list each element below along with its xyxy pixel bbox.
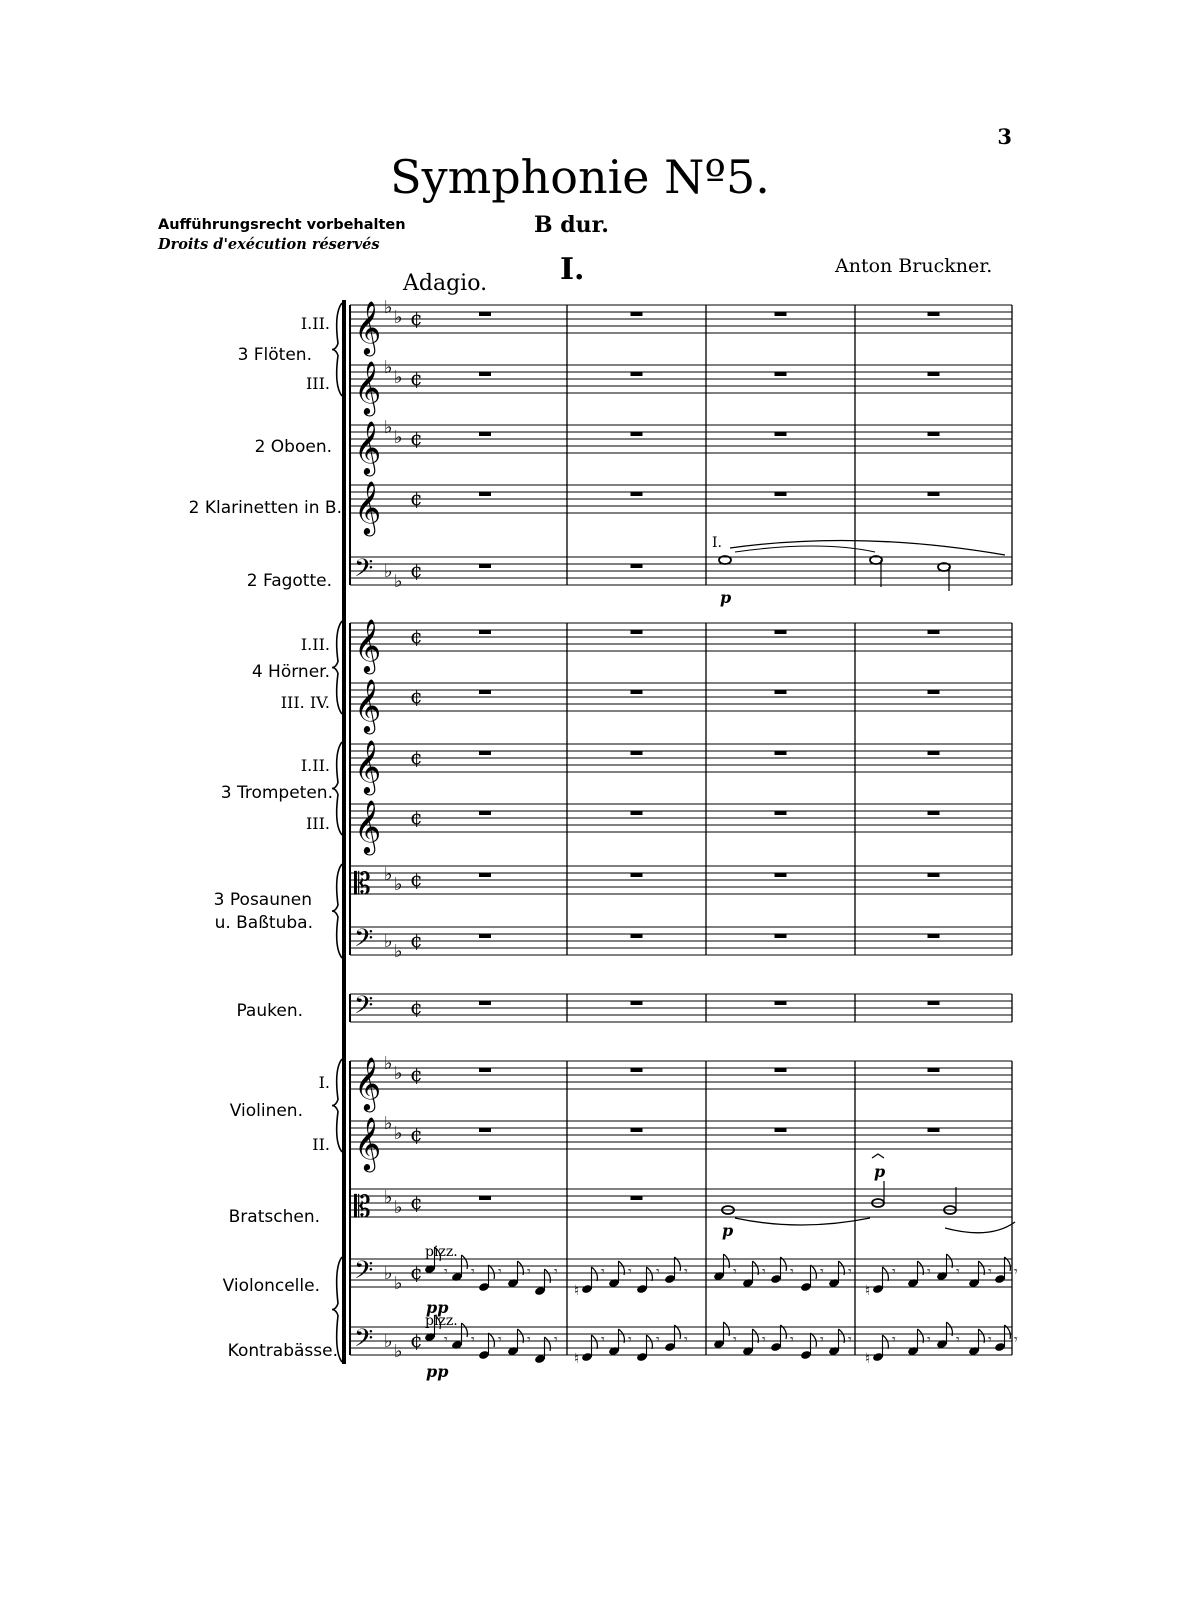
flat-icon: ♭: [394, 1197, 403, 1218]
tempo-marking: Adagio.: [403, 271, 488, 296]
cello-dynamic: pp: [426, 1298, 449, 1317]
whole-rest: [479, 432, 491, 436]
whole-rest: [631, 432, 643, 436]
tie-icon: [735, 546, 875, 552]
note-flag: [811, 1265, 817, 1279]
instrument-violinen: Violinen.: [229, 1101, 303, 1121]
voice-label-horn-3-4: III. IV.: [280, 693, 330, 712]
whole-rest: [479, 751, 491, 755]
brace-icon: [332, 864, 342, 958]
cut-time-icon: ¢: [410, 306, 423, 330]
staff-lines: [350, 305, 1012, 1355]
eighth-rest-icon: 𝄾: [790, 1332, 794, 1348]
eighth-rest-icon: 𝄾: [956, 1332, 960, 1348]
flat-icon: ♭: [394, 941, 403, 962]
eighth-rest-icon: 𝄾: [684, 1264, 688, 1280]
whole-rest: [775, 1001, 787, 1005]
note-flag: [545, 1269, 551, 1283]
g-clef-icon: 𝄞: [354, 480, 382, 534]
barlines: [350, 305, 1012, 1355]
voice-label-floete-3: III.: [305, 374, 330, 393]
whole-rest: [928, 690, 940, 694]
whole-rest: [631, 564, 643, 568]
whole-rest: [775, 873, 787, 877]
eighth-rest-icon: 𝄾: [656, 1264, 660, 1280]
f-clef-icon: 𝄢: [354, 1324, 374, 1359]
bass-pizz: pizz.: [425, 1313, 458, 1329]
whole-rest: [479, 1068, 491, 1072]
cut-time-icon: ¢: [410, 1122, 423, 1146]
accent-icon: [872, 1154, 884, 1158]
whole-rest: [479, 934, 491, 938]
performing-rights-fr: Droits d'exécution réservés: [158, 236, 380, 253]
flat-icon: ♭: [384, 417, 393, 438]
voice-label-violine-2: II.: [312, 1135, 330, 1154]
whole-rest: [775, 312, 787, 316]
cut-time-icon: ¢: [410, 928, 423, 952]
eighth-rest-icon: 𝄾: [927, 1264, 931, 1280]
eighth-rest-icon: 𝄾: [601, 1332, 605, 1348]
whole-rest: [775, 372, 787, 376]
score-title: Symphonie Nº5.: [390, 150, 770, 204]
flat-icon: ♭: [384, 1053, 393, 1074]
instrument-fagotte: 2 Fagotte.: [246, 571, 332, 591]
key-signature-label: B dur.: [534, 212, 609, 238]
note-flag: [647, 1267, 653, 1281]
eighth-rest-icon: 𝄾: [820, 1264, 824, 1280]
eighth-rest-icon: 𝄾: [684, 1332, 688, 1348]
eighth-rest-icon: 𝄾: [498, 1332, 502, 1348]
whole-rest: [631, 1196, 643, 1200]
eighth-rest-icon: 𝄾: [892, 1264, 896, 1280]
notes: [424, 540, 1018, 1367]
eighth-rest-icon: 𝄾: [628, 1332, 632, 1348]
flat-icon: ♭: [394, 307, 403, 328]
g-clef-icon: 𝄞: [354, 300, 382, 354]
flat-icon: ♭: [394, 1273, 403, 1294]
natural-icon: ♮: [574, 1351, 580, 1367]
whole-rest: [479, 492, 491, 496]
eighth-rest-icon: 𝄾: [848, 1264, 852, 1280]
instrument-klarinetten: 2 Klarinetten in B.: [188, 498, 342, 518]
whole-rest: [479, 372, 491, 376]
whole-rest: [631, 1001, 643, 1005]
performing-rights-de: Aufführungsrecht vorbehalten: [158, 217, 406, 233]
whole-rest: [775, 811, 787, 815]
whole-rest: [775, 1068, 787, 1072]
cut-time-icon: ¢: [410, 1062, 423, 1086]
eighth-rest-icon: 𝄾: [554, 1264, 558, 1280]
whole-rest: [775, 432, 787, 436]
instrument-kontrabaesse: Kontrabässe.: [227, 1341, 338, 1361]
voice-label-trompete-3: III.: [305, 814, 330, 833]
whole-rest: [928, 934, 940, 938]
whole-rest: [479, 564, 491, 568]
note-flag: [811, 1333, 817, 1347]
whole-rest: [928, 492, 940, 496]
whole-rests: [479, 312, 940, 1200]
note-flag: [489, 1265, 495, 1279]
slur-icon: [945, 1222, 1015, 1233]
whole-rest: [928, 1128, 940, 1132]
eighth-rest-icon: 𝄾: [444, 1264, 448, 1280]
composer-name: Anton Bruckner.: [835, 255, 993, 277]
g-clef-icon: 𝄞: [354, 618, 382, 672]
flat-icon: ♭: [384, 1263, 393, 1284]
eighth-rest-icon: 𝄾: [762, 1332, 766, 1348]
cut-time-icon: ¢: [410, 486, 423, 510]
whole-rest: [631, 630, 643, 634]
whole-rest: [631, 811, 643, 815]
brace-icon: [332, 742, 342, 835]
eighth-rest-icon: 𝄾: [1014, 1264, 1018, 1280]
whole-rest: [479, 312, 491, 316]
eighth-rest-icon: 𝄾: [820, 1332, 824, 1348]
staff-braces: [332, 300, 344, 1364]
eighth-rest-icon: 𝄾: [656, 1332, 660, 1348]
f-clef-icon: 𝄢: [354, 554, 374, 589]
eighth-rest-icon: 𝄾: [956, 1264, 960, 1280]
page-number: 3: [997, 124, 1012, 149]
instrument-basstuba: u. Baßtuba.: [214, 913, 313, 933]
whole-rest: [928, 751, 940, 755]
note-flag: [545, 1337, 551, 1351]
cut-time-icon: ¢: [410, 558, 423, 582]
flat-icon: ♭: [384, 297, 393, 318]
voice-label-trompete-1-2: I.II.: [300, 756, 330, 775]
natural-icon: ♮: [865, 1351, 871, 1367]
whole-rest: [631, 492, 643, 496]
eighth-rest-icon: 𝄾: [1014, 1332, 1018, 1348]
whole-rest: [775, 751, 787, 755]
cut-time-icon: ¢: [410, 745, 423, 769]
g-clef-icon: 𝄞: [354, 1056, 382, 1110]
eighth-rest-icon: 𝄾: [762, 1264, 766, 1280]
eighth-rest-icon: 𝄾: [892, 1332, 896, 1348]
g-clef-icon: 𝄞: [354, 678, 382, 732]
instrument-trompeten: 3 Trompeten.: [220, 783, 333, 803]
natural-icon: ♮: [574, 1283, 580, 1299]
flat-icon: ♭: [394, 1341, 403, 1362]
whole-rest: [631, 690, 643, 694]
f-clef-icon: 𝄢: [354, 991, 374, 1026]
instrument-bratschen: Bratschen.: [228, 1207, 320, 1227]
eighth-rest-icon: 𝄾: [927, 1332, 931, 1348]
whole-rest: [775, 934, 787, 938]
flat-icon: ♭: [394, 571, 403, 592]
note-flag: [592, 1335, 598, 1349]
eighth-rest-icon: 𝄾: [554, 1332, 558, 1348]
bass-dynamic: pp: [426, 1362, 449, 1381]
eighth-rest-icon: 𝄾: [988, 1332, 992, 1348]
flat-icon: ♭: [394, 1123, 403, 1144]
flat-icon: ♭: [394, 874, 403, 895]
flat-icon: ♭: [384, 1331, 393, 1352]
voice-label-floete-1-2: I.II.: [300, 314, 330, 333]
whole-rest: [479, 873, 491, 877]
g-clef-icon: 𝄞: [354, 1116, 382, 1170]
cut-time-icon: ¢: [410, 684, 423, 708]
instrument-hoerner: 4 Hörner.: [251, 662, 330, 682]
eighth-rest-icon: 𝄾: [733, 1264, 737, 1280]
instrument-posaunen: 3 Posaunen: [213, 890, 312, 910]
eighth-rest-icon: 𝄾: [790, 1264, 794, 1280]
note-flag: [883, 1267, 889, 1281]
flat-icon: ♭: [384, 1187, 393, 1208]
g-clef-icon: 𝄞: [354, 799, 382, 853]
whole-rest: [775, 690, 787, 694]
whole-rest: [928, 1068, 940, 1072]
brace-icon: [332, 1257, 342, 1362]
c-clef-icon: 𝄡: [354, 1190, 371, 1225]
g-clef-icon: 𝄞: [354, 360, 382, 414]
whole-rest: [479, 690, 491, 694]
g-clef-icon: 𝄞: [354, 420, 382, 474]
instrument-floeten: 3 Flöten.: [237, 345, 312, 365]
note-flag: [592, 1267, 598, 1281]
voice-label-horn-1-2: I.II.: [300, 635, 330, 654]
whole-rest: [479, 1128, 491, 1132]
flat-icon: ♭: [394, 367, 403, 388]
whole-rest: [775, 1128, 787, 1132]
brace-icon: [332, 621, 342, 714]
flat-icon: ♭: [394, 1063, 403, 1084]
cut-time-icon: ¢: [410, 1328, 423, 1352]
eighth-rest-icon: 𝄾: [471, 1264, 475, 1280]
cut-time-icon: ¢: [410, 426, 423, 450]
cut-time-icon: ¢: [410, 867, 423, 891]
clefs: [354, 297, 423, 1362]
brace-icon: [332, 303, 342, 396]
whole-rest: [928, 1001, 940, 1005]
tie-icon: [735, 1218, 870, 1225]
flat-icon: ♭: [384, 561, 393, 582]
whole-rest: [631, 1128, 643, 1132]
voice-label-violine-1: I.: [318, 1073, 330, 1092]
brace-icon: [332, 1059, 342, 1152]
instrument-oboen: 2 Oboen.: [254, 437, 332, 457]
cut-time-icon: ¢: [410, 1190, 423, 1214]
whole-rest: [631, 873, 643, 877]
eighth-rest-icon: 𝄾: [848, 1332, 852, 1348]
whole-rest: [928, 432, 940, 436]
eighth-rest-icon: 𝄾: [527, 1264, 531, 1280]
whole-rest: [928, 811, 940, 815]
eighth-rest-icon: 𝄾: [527, 1332, 531, 1348]
whole-rest: [479, 1001, 491, 1005]
cello-pizz: pizz.: [425, 1244, 458, 1260]
whole-rest: [928, 312, 940, 316]
cut-time-icon: ¢: [410, 805, 423, 829]
whole-rest: [928, 873, 940, 877]
eighth-rest-icon: 𝄾: [498, 1264, 502, 1280]
instrument-pauken: Pauken.: [236, 1001, 303, 1021]
note-flag: [489, 1333, 495, 1347]
cut-time-icon: ¢: [410, 995, 423, 1019]
flat-icon: ♭: [384, 931, 393, 952]
flat-icon: ♭: [394, 427, 403, 448]
whole-rest: [479, 811, 491, 815]
eighth-rest-icon: 𝄾: [471, 1332, 475, 1348]
viola-dynamic-upper: p: [874, 1162, 886, 1181]
instrument-violoncelle: Violoncelle.: [222, 1276, 320, 1296]
fagott-solo-mark: I.: [712, 535, 722, 551]
viola-dynamic: p: [722, 1221, 734, 1240]
whole-rest: [631, 372, 643, 376]
eighth-rest-icon: 𝄾: [628, 1264, 632, 1280]
f-clef-icon: 𝄢: [354, 1256, 374, 1291]
note-flag: [647, 1335, 653, 1349]
cut-time-icon: ¢: [410, 624, 423, 648]
whole-rest: [631, 312, 643, 316]
cut-time-icon: ¢: [410, 366, 423, 390]
g-clef-icon: 𝄞: [354, 739, 382, 793]
note-flag: [462, 1255, 468, 1269]
whole-rest: [631, 751, 643, 755]
whole-rest: [928, 372, 940, 376]
cut-time-icon: ¢: [410, 1260, 423, 1284]
flat-icon: ♭: [384, 357, 393, 378]
natural-icon: ♮: [865, 1283, 871, 1299]
whole-rest: [775, 630, 787, 634]
eighth-rest-icon: 𝄾: [733, 1332, 737, 1348]
whole-rest: [631, 1068, 643, 1072]
f-clef-icon: 𝄢: [354, 924, 374, 959]
whole-rest: [928, 630, 940, 634]
eighth-rest-icon: 𝄾: [988, 1264, 992, 1280]
whole-rest: [479, 630, 491, 634]
eighth-rest-icon: 𝄾: [601, 1264, 605, 1280]
movement-number: I.: [560, 252, 585, 287]
note-flag: [883, 1335, 889, 1349]
eighth-rest-icon: 𝄾: [444, 1332, 448, 1348]
whole-rest: [479, 1196, 491, 1200]
flat-icon: ♭: [384, 1113, 393, 1134]
fagott-dynamic: p: [720, 588, 732, 607]
whole-rest: [775, 492, 787, 496]
c-clef-icon: 𝄡: [354, 867, 371, 902]
flat-icon: ♭: [384, 864, 393, 885]
note-flag: [462, 1323, 468, 1337]
whole-rest: [631, 934, 643, 938]
